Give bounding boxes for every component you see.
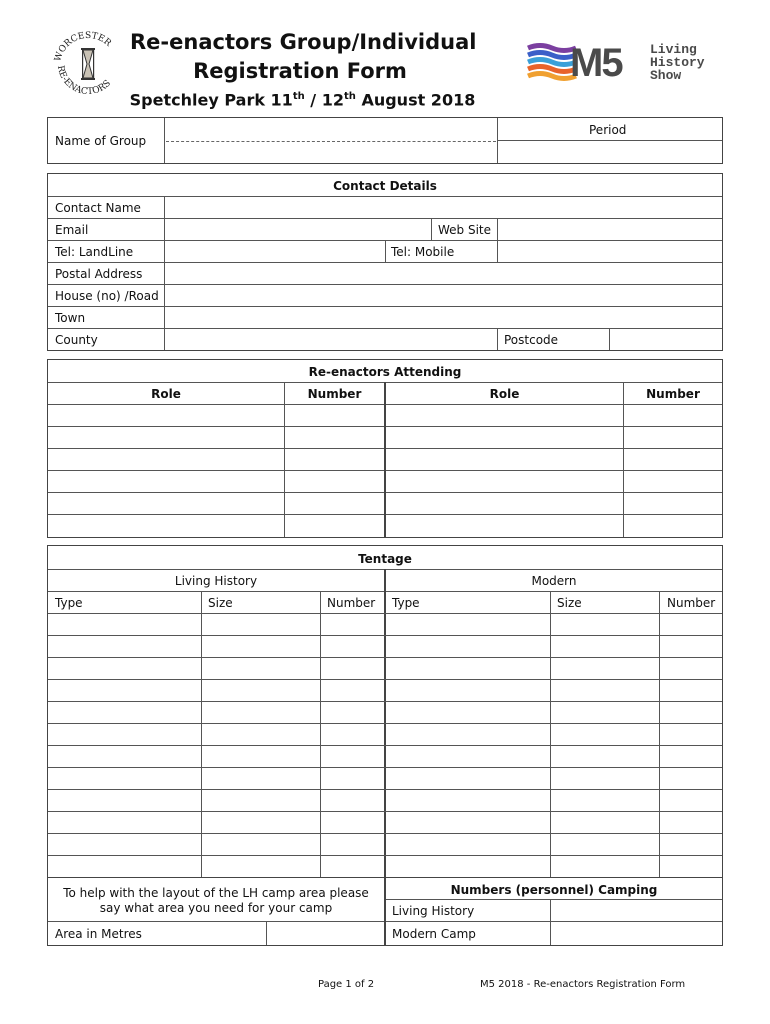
reenactor-role-cell-4-a[interactable] (49, 471, 283, 491)
worcester-reenactors-logo (50, 30, 126, 96)
contact-name-field[interactable] (166, 197, 721, 217)
reenactor-role-cell-5-b[interactable] (387, 493, 622, 513)
tentage-heading: Tentage (358, 552, 412, 566)
type-header-2: Type (392, 596, 420, 610)
living-history-subheading: Living History (174, 574, 258, 588)
county-field[interactable] (166, 329, 496, 349)
type-header-1: Type (55, 596, 83, 610)
form-title-line-2: Registration Form (193, 59, 407, 83)
name-of-group-label: Name of Group (55, 134, 147, 148)
camping-modern-field[interactable] (552, 922, 721, 944)
camping-living-history-label: Living History (392, 904, 475, 918)
tel-landline-label: Tel: LandLine (55, 245, 134, 259)
tent-modern-size-cell-5[interactable] (552, 702, 658, 722)
county-label: County (55, 333, 98, 347)
role-header-1: Role (151, 387, 181, 401)
form-subtitle (125, 86, 480, 111)
size-header-1: Size (208, 596, 233, 610)
house-road-field[interactable] (166, 285, 721, 305)
tent-lh-type-cell-8[interactable] (49, 768, 200, 788)
tent-lh-size-cell-4[interactable] (203, 680, 319, 700)
tent-modern-number-cell-2[interactable] (661, 636, 721, 656)
tent-lh-size-cell-10[interactable] (203, 812, 319, 832)
tent-lh-type-cell-12[interactable] (49, 856, 200, 876)
contact-details-heading: Contact Details (333, 179, 437, 193)
tent-lh-number-cell-12[interactable] (322, 856, 383, 876)
hourglass-icon (81, 48, 95, 80)
website-field[interactable] (499, 219, 721, 239)
tent-modern-type-cell-8[interactable] (387, 768, 549, 788)
subtitle-mid: / 12 (304, 90, 344, 110)
tent-lh-number-cell-3[interactable] (322, 658, 383, 678)
tel-landline-field[interactable] (166, 241, 384, 261)
tent-lh-size-cell-8[interactable] (203, 768, 319, 788)
town-field[interactable] (166, 307, 721, 327)
tent-lh-number-cell-1[interactable] (322, 614, 383, 634)
tent-modern-type-cell-4[interactable] (387, 680, 549, 700)
reenactor-role-cell-6-a[interactable] (49, 515, 283, 535)
tent-lh-number-cell-7[interactable] (322, 746, 383, 766)
tent-lh-type-cell-11[interactable] (49, 834, 200, 854)
tent-lh-size-cell-2[interactable] (203, 636, 319, 656)
subtitle-post: August 2018 (355, 90, 476, 110)
reenactor-number-cell-6-a[interactable] (286, 515, 383, 535)
number-header-tent-1: Number (327, 596, 376, 610)
tent-lh-size-cell-5[interactable] (203, 702, 319, 722)
tent-modern-size-cell-9[interactable] (552, 790, 658, 810)
modern-subheading: Modern (531, 574, 577, 588)
tel-mobile-field[interactable] (499, 241, 721, 261)
number-header-2: Number (646, 387, 700, 401)
subtitle-pre: Spetchley Park 11 (129, 90, 293, 110)
tent-modern-number-cell-12[interactable] (661, 856, 721, 876)
form-title-line-1: Re-enactors Group/Individual (130, 30, 477, 54)
tent-lh-size-cell-12[interactable] (203, 856, 319, 876)
tent-modern-number-cell-5[interactable] (661, 702, 721, 722)
town-label: Town (55, 311, 86, 325)
tent-modern-size-cell-2[interactable] (552, 636, 658, 656)
tent-modern-number-cell-8[interactable] (661, 768, 721, 788)
tent-lh-size-cell-6[interactable] (203, 724, 319, 744)
reenactor-number-cell-4-b[interactable] (625, 471, 721, 491)
camping-numbers-heading: Numbers (personnel) Camping (450, 883, 658, 897)
tent-lh-size-cell-3[interactable] (203, 658, 319, 678)
tent-modern-type-cell-6[interactable] (387, 724, 549, 744)
tent-modern-size-cell-10[interactable] (552, 812, 658, 832)
tent-lh-type-cell-7[interactable] (49, 746, 200, 766)
tent-modern-number-cell-11[interactable] (661, 834, 721, 854)
tent-lh-type-cell-6[interactable] (49, 724, 200, 744)
subtitle-sup-2: th (343, 91, 356, 102)
house-road-label: House (no) /Road (55, 289, 159, 303)
camping-modern-label: Modern Camp (392, 927, 476, 941)
reenactor-role-cell-6-b[interactable] (387, 515, 622, 535)
tent-lh-type-cell-9[interactable] (49, 790, 200, 810)
size-header-2: Size (557, 596, 582, 610)
tent-modern-size-cell-8[interactable] (552, 768, 658, 788)
reenactor-role-cell-4-b[interactable] (387, 471, 622, 491)
camping-living-history-field[interactable] (552, 900, 721, 920)
tent-modern-number-cell-6[interactable] (661, 724, 721, 744)
form-footer-label: M5 2018 - Re-enactors Registration Form (480, 979, 686, 990)
role-header-2: Role (489, 387, 520, 401)
reenactor-number-cell-2-b[interactable] (625, 427, 721, 447)
tent-lh-number-cell-9[interactable] (322, 790, 383, 810)
tent-modern-type-cell-10[interactable] (387, 812, 549, 832)
tent-lh-number-cell-11[interactable] (322, 834, 383, 854)
tent-lh-size-cell-9[interactable] (203, 790, 319, 810)
tent-modern-type-cell-5[interactable] (387, 702, 549, 722)
tent-modern-type-cell-1[interactable] (387, 614, 549, 634)
reenactor-role-cell-3-b[interactable] (387, 449, 622, 469)
logo-history-text: History (650, 55, 705, 70)
tent-lh-number-cell-8[interactable] (322, 768, 383, 788)
tel-mobile-label: Tel: Mobile (391, 245, 455, 259)
tent-lh-type-cell-10[interactable] (49, 812, 200, 832)
reenactor-number-cell-2-a[interactable] (286, 427, 383, 447)
tent-modern-size-cell-4[interactable] (552, 680, 658, 700)
tent-modern-size-cell-1[interactable] (552, 614, 658, 634)
tent-lh-type-cell-1[interactable] (49, 614, 200, 634)
tent-lh-type-cell-3[interactable] (49, 658, 200, 678)
tent-modern-number-cell-3[interactable] (661, 658, 721, 678)
tent-lh-number-cell-2[interactable] (322, 636, 383, 656)
m5-living-history-show-logo (526, 40, 722, 86)
tent-modern-size-cell-11[interactable] (552, 834, 658, 854)
reenactors-attending-heading: Re-enactors Attending (308, 365, 462, 379)
logo-text-bottom: RE-ENACTORS (54, 64, 113, 96)
logo-living-text: Living (650, 42, 697, 57)
tent-modern-type-cell-11[interactable] (387, 834, 549, 854)
postal-address-field[interactable] (166, 263, 721, 283)
tent-lh-number-cell-5[interactable] (322, 702, 383, 722)
reenactor-role-cell-2-b[interactable] (387, 427, 622, 447)
tent-modern-size-cell-3[interactable] (552, 658, 658, 678)
number-header-tent-2: Number (667, 596, 716, 610)
reenactor-role-cell-1-a[interactable] (49, 405, 283, 425)
reenactor-number-cell-1-b[interactable] (625, 405, 721, 425)
tent-modern-size-cell-6[interactable] (552, 724, 658, 744)
tent-lh-size-cell-11[interactable] (203, 834, 319, 854)
reenactor-number-cell-3-b[interactable] (625, 449, 721, 469)
reenactor-number-cell-1-a[interactable] (286, 405, 383, 425)
tent-lh-size-cell-7[interactable] (203, 746, 319, 766)
period-label: Period (589, 123, 627, 137)
postcode-label: Postcode (504, 333, 559, 347)
tent-modern-type-cell-12[interactable] (387, 856, 549, 876)
contact-name-label: Contact Name (55, 201, 141, 215)
tent-modern-number-cell-10[interactable] (661, 812, 721, 832)
tent-modern-type-cell-9[interactable] (387, 790, 549, 810)
reenactor-role-cell-1-b[interactable] (387, 405, 622, 425)
page-number: Page 1 of 2 (318, 979, 375, 990)
m5-logo-text: M5 (570, 41, 622, 85)
reenactor-number-cell-5-a[interactable] (286, 493, 383, 513)
reenactor-role-cell-2-a[interactable] (49, 427, 283, 447)
reenactor-role-cell-5-a[interactable] (49, 493, 283, 513)
tent-modern-size-cell-7[interactable] (552, 746, 658, 766)
number-header-1: Number (307, 387, 362, 401)
tent-modern-number-cell-7[interactable] (661, 746, 721, 766)
reenactor-number-cell-4-a[interactable] (286, 471, 383, 491)
svg-text:RE-ENACTORS (55, 65, 113, 96)
period-field[interactable] (499, 141, 721, 162)
tent-lh-number-cell-10[interactable] (322, 812, 383, 832)
tent-modern-number-cell-1[interactable] (661, 614, 721, 634)
tent-modern-number-cell-4[interactable] (661, 680, 721, 700)
tent-modern-number-cell-9[interactable] (661, 790, 721, 810)
website-label: Web Site (438, 223, 492, 237)
area-in-metres-field[interactable] (268, 922, 383, 944)
tent-lh-number-cell-6[interactable] (322, 724, 383, 744)
tent-modern-size-cell-12[interactable] (552, 856, 658, 876)
reenactor-role-cell-3-a[interactable] (49, 449, 283, 469)
reenactor-number-cell-3-a[interactable] (286, 449, 383, 469)
tent-lh-size-cell-1[interactable] (203, 614, 319, 634)
area-in-metres-label: Area in Metres (55, 927, 142, 941)
layout-help-text: To help with the layout of the LH camp area please say what area you need for your camp (63, 886, 369, 915)
postcode-field[interactable] (611, 329, 721, 349)
reenactor-number-cell-6-b[interactable] (625, 515, 721, 535)
tent-lh-type-cell-4[interactable] (49, 680, 200, 700)
reenactor-number-cell-5-b[interactable] (625, 493, 721, 513)
tent-modern-type-cell-7[interactable] (387, 746, 549, 766)
tent-lh-type-cell-5[interactable] (49, 702, 200, 722)
tent-modern-type-cell-3[interactable] (387, 658, 549, 678)
postal-address-label: Postal Address (55, 267, 143, 281)
logo-show-text: Show (650, 68, 682, 83)
email-label: Email (55, 223, 89, 237)
email-field[interactable] (166, 219, 430, 239)
tent-modern-type-cell-2[interactable] (387, 636, 549, 656)
tent-lh-type-cell-2[interactable] (49, 636, 200, 656)
tent-lh-number-cell-4[interactable] (322, 680, 383, 700)
logo-text-top: WORCESTER (53, 30, 113, 63)
subtitle-sup-1: th (292, 91, 305, 102)
